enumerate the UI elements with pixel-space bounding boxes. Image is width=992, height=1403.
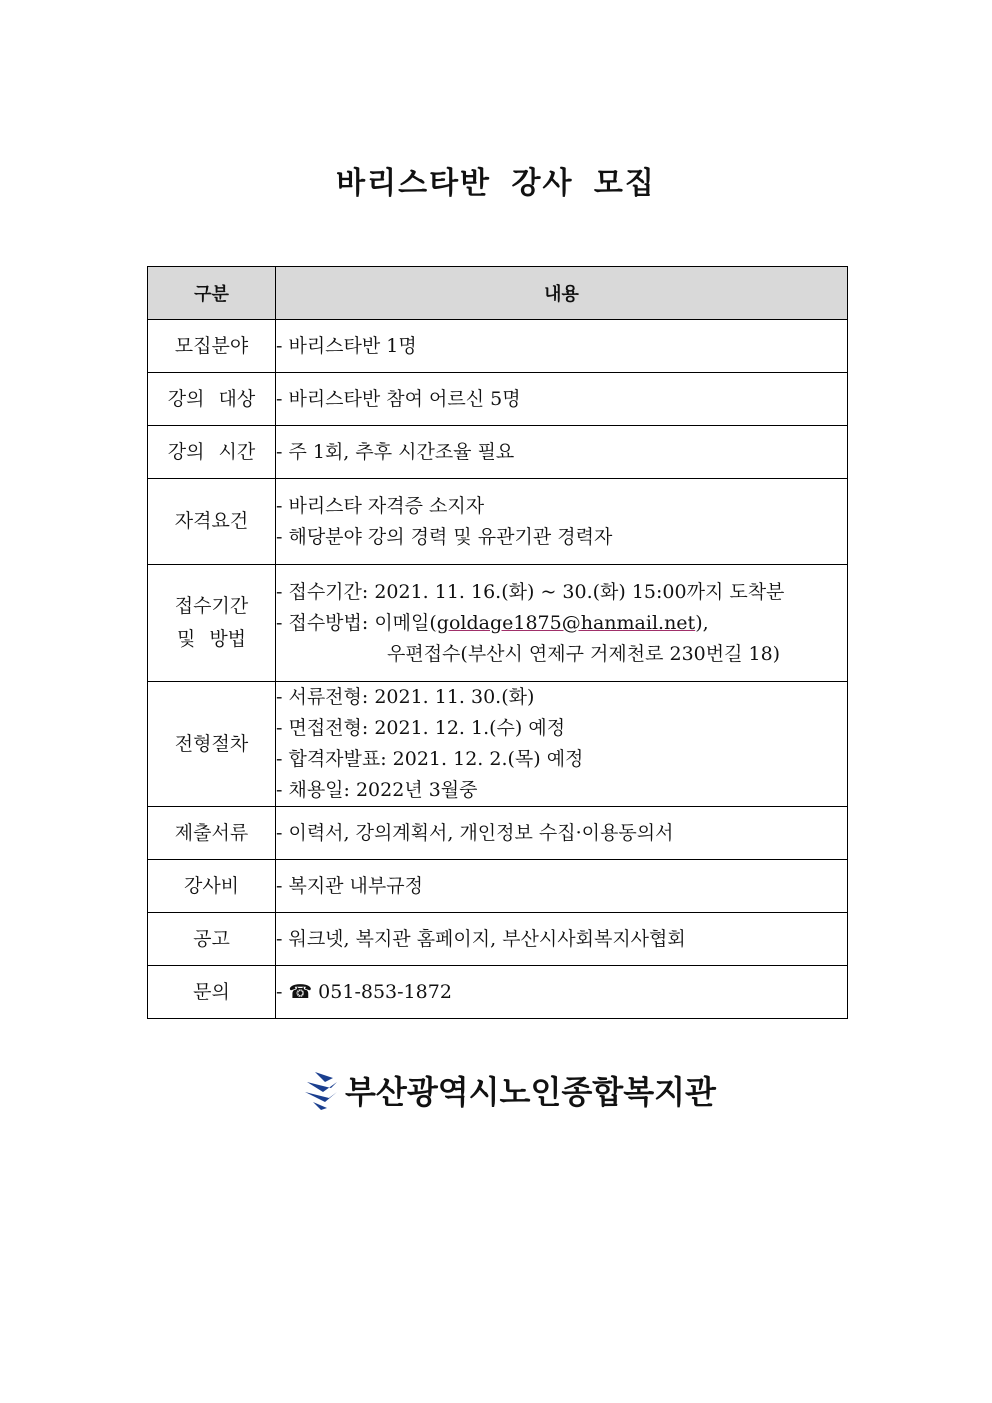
content-line: - 이력서, 강의계획서, 개인정보 수집·이용동의서 [276,821,674,844]
organization-name: 부산광역시노인종합복지관 [345,1073,716,1111]
row-content [276,565,848,682]
row-content [276,913,848,966]
phone-icon: ☎ [288,980,313,1003]
row-label: 강의 시간 [148,426,276,479]
row-content [276,479,848,565]
email-link[interactable]: goldage1875@hanmail.net [436,611,696,634]
content-line: - 바리스타반 1명 [276,334,417,357]
row-label: 전형절차 [148,682,276,807]
row-label: 강의 대상 [148,373,276,426]
row-content [276,682,848,807]
table-row [148,682,848,807]
row-label: 문의 [148,966,276,1019]
header-content: 내용 [276,267,848,320]
table-row [148,373,848,426]
line-suffix: ), [695,611,709,634]
row-label: 자격요건 [148,479,276,565]
row-label: 제출서류 [148,807,276,860]
recruitment-table [147,266,848,1019]
content-line: - 서류전형: 2021. 11. 30.(화) [276,686,535,708]
table-row [148,320,848,373]
table-row [148,807,848,860]
phone-number: 051-853-1872 [312,980,452,1003]
row-content [276,807,848,860]
content-line: - 접수기간: 2021. 11. 16.(화) ~ 30.(화) 15:00까지 도착분 [276,580,785,603]
row-label [148,565,276,682]
row-label: 강사비 [148,860,276,913]
row-content [276,426,848,479]
row-label: 공고 [148,913,276,966]
table-row [148,479,848,565]
line-prefix: - 접수방법: 이메일( [276,611,437,634]
content-line: - 바리스타 자격증 소지자 [276,494,485,517]
content-line: - 바리스타반 참여 어르신 5명 [276,387,521,410]
row-content [276,373,848,426]
content-line: - 워크넷, 복지관 홈페이지, 부산시사회복지사협회 [276,927,686,950]
row-content [276,860,848,913]
row-label: 모집분야 [148,320,276,373]
row-content [276,966,848,1019]
content-line [276,977,847,1008]
content-line: - 면접전형: 2021. 12. 1.(수) 예정 [276,717,566,739]
content-line: - 복지관 내부규정 [276,874,423,897]
table-row [148,426,848,479]
table-row [148,966,848,1019]
row-content [276,320,848,373]
content-line: 우편접수(부산시 연제구 거제천로 230번길 18) [387,642,781,665]
table-row [148,860,848,913]
line-prefix: - [276,980,289,1003]
content-line: - 주 1회, 추후 시간조율 필요 [276,440,515,463]
table-header-row [148,267,848,320]
content-line [276,608,847,639]
row-label-line: 및 방법 [176,628,247,650]
content-line: - 합격자발표: 2021. 12. 2.(목) 예정 [276,748,584,770]
content-line: - 해당분야 강의 경력 및 유관기관 경력자 [276,525,613,548]
table-row [148,565,848,682]
busan-senior-welfare-logo-icon [303,1070,341,1110]
content-line: - 채용일: 2022년 3월중 [276,779,478,801]
header-category: 구분 [148,267,276,320]
footer [303,1068,716,1112]
row-label-line: 접수기간 [174,595,249,617]
table-row [148,913,848,966]
page-title: 바리스타반 강사 모집 [336,166,656,201]
